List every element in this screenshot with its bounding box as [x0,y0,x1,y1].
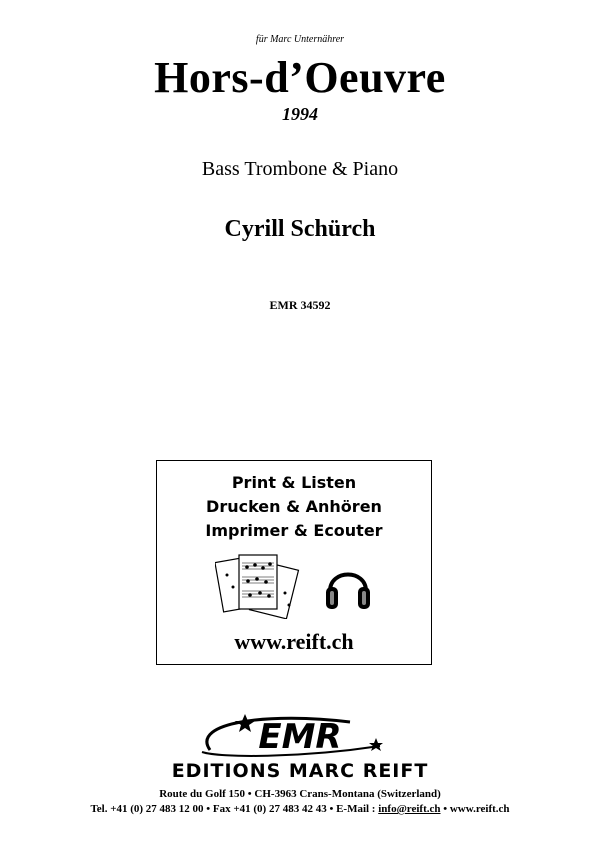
promo-line-french: Imprimer & Ecouter [205,521,383,540]
headphones-icon [325,561,371,613]
publisher-contact [0,803,600,815]
contact-website[interactable]: • www.reift.ch [440,803,510,815]
website-link[interactable]: www.reift.ch [234,629,354,654]
page-title: Hors-d’Oeuvre [154,53,446,102]
year: 1994 [282,104,318,124]
print-listen-box [156,460,432,665]
dedication: für Marc Unternährer [255,34,345,45]
publisher-address: Route du Golf 150 • CH-3963 Crans-Montana (Switzerland) [159,788,441,800]
sheet-music-icon [215,553,305,619]
instrumentation: Bass Trombone & Piano [201,158,399,180]
emr-logo [150,712,450,760]
promo-line-german: Drucken & Anhören [206,497,382,516]
catalog-number: EMR 34592 [269,298,331,312]
logo-text: EMR [258,717,342,757]
publisher-name: EDITIONS MARC REIFT [171,760,429,782]
email-link[interactable]: info@reift.ch [378,803,441,815]
contact-phone-fax: Tel. +41 (0) 27 483 12 00 • Fax +41 (0) 27 483 42 43 • E-Mail : [90,803,379,815]
composer: Cyrill Schürch [224,216,376,242]
promo-line-english: Print & Listen [231,473,357,492]
